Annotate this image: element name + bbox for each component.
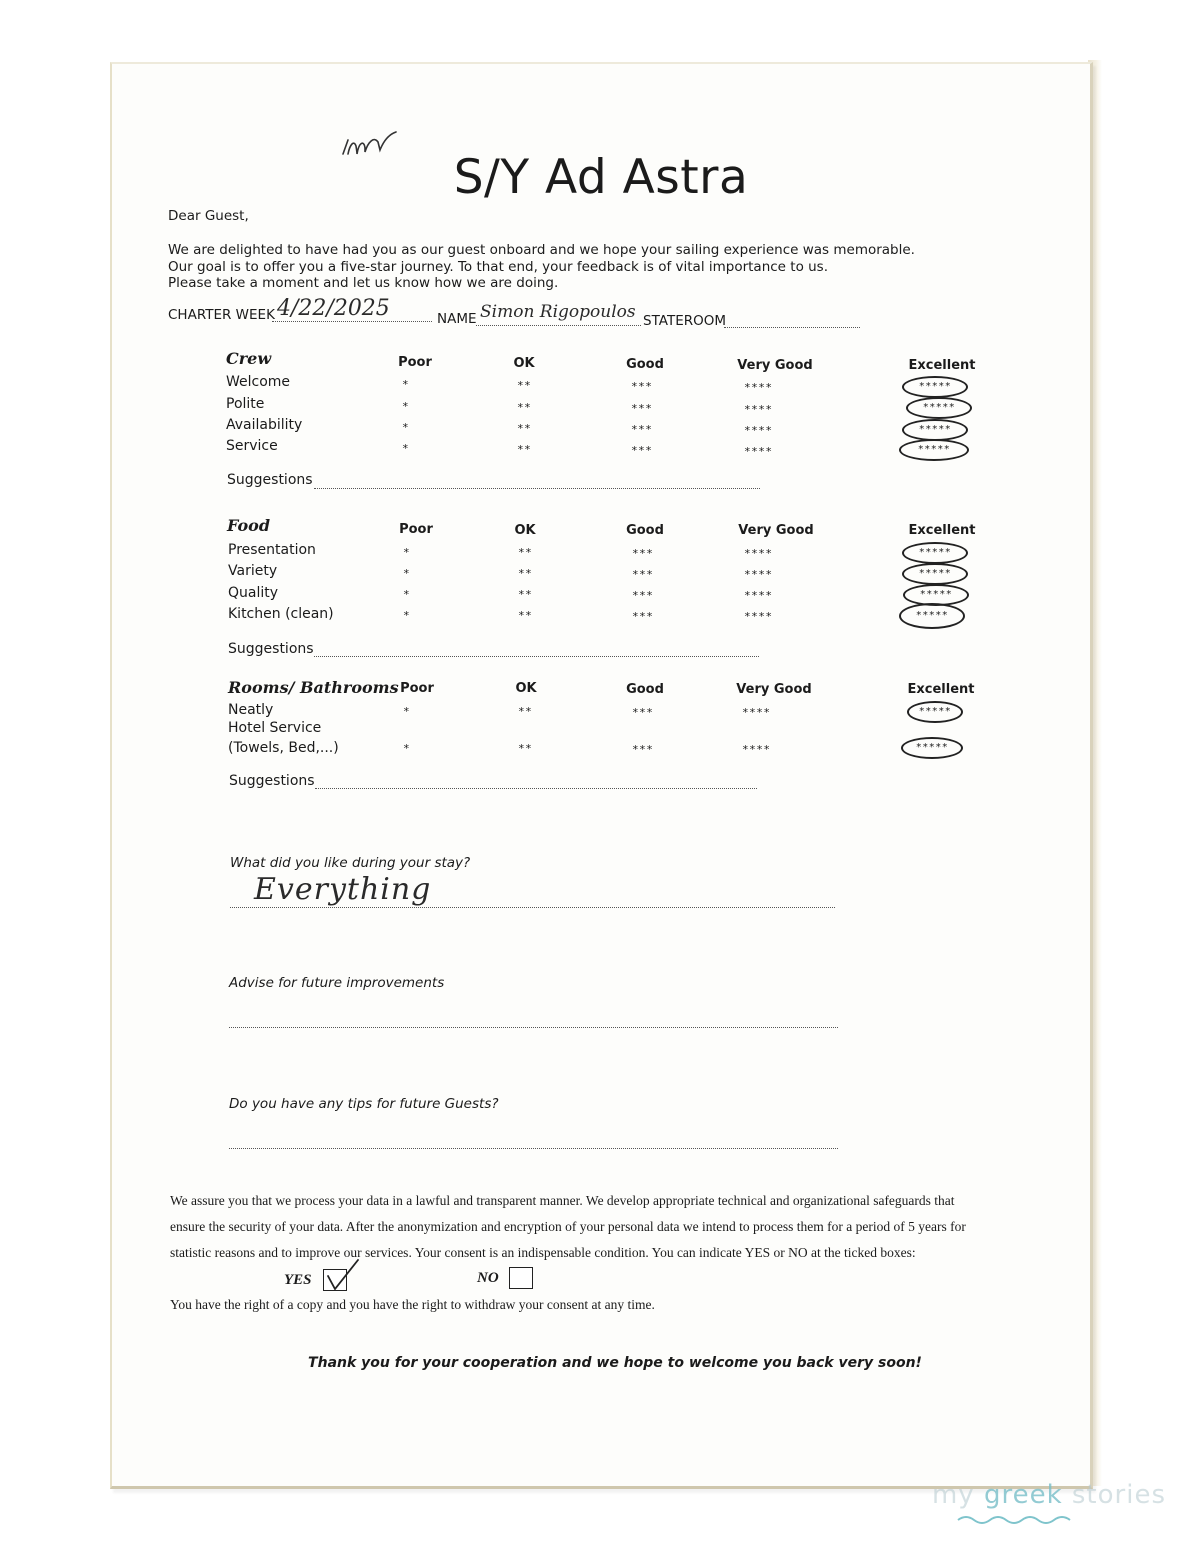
intro-line: We are delighted to have had you as our guest onboard and we hope your sailing experience was memorable. <box>168 242 915 258</box>
rating-good[interactable]: *** <box>632 743 654 756</box>
rating-good[interactable]: *** <box>632 610 654 623</box>
col-excellent: Excellent <box>908 523 976 538</box>
legal-line: statistic reasons and to improve our services. Your consent is an indispensable condition. You can indicate YES or NO at the ticked boxes: <box>170 1245 916 1260</box>
col-poor: Poor <box>400 681 434 696</box>
rating-very-good[interactable]: **** <box>744 568 773 581</box>
col-very-good: Very Good <box>737 358 813 373</box>
rooms-suggestions-field[interactable] <box>315 788 757 789</box>
rating-excellent-selected[interactable]: ***** <box>901 737 963 759</box>
watermark-main: greek <box>983 1480 1063 1510</box>
intro-line: Please take a moment and let us know how we are doing. <box>168 275 559 291</box>
rating-poor[interactable]: * <box>402 421 410 434</box>
checkmark-icon <box>324 1258 364 1298</box>
rooms-item-hotel-service: Hotel Service <box>228 720 322 736</box>
col-ok: OK <box>514 523 536 538</box>
rooms-section-title: Rooms/ Bathrooms <box>228 678 399 697</box>
rooms-suggestions-label: Suggestions <box>229 773 315 789</box>
food-item-quality: Quality <box>228 585 279 601</box>
tips-question-label: Do you have any tips for future Guests? <box>229 1096 499 1112</box>
stateroom-label: STATEROOM <box>643 313 727 329</box>
rating-ok[interactable]: ** <box>517 379 532 392</box>
rating-very-good[interactable]: **** <box>744 381 773 394</box>
consent-no-label: NO <box>477 1270 499 1286</box>
rating-poor[interactable]: * <box>403 567 411 580</box>
col-poor: Poor <box>398 355 432 370</box>
form-title: S/Y Ad Astra <box>453 150 749 205</box>
name-field[interactable]: Simon Rigopoulos <box>480 302 636 322</box>
col-ok: OK <box>513 356 535 371</box>
col-good: Good <box>626 357 664 372</box>
rights-statement: You have the right of a copy and you have the right to withdraw your consent at any time. <box>170 1297 655 1312</box>
rooms-item-neatly: Neatly <box>228 702 274 718</box>
rating-poor[interactable]: * <box>403 546 411 559</box>
consent-yes-checkbox[interactable] <box>323 1269 347 1291</box>
intro-paragraph <box>168 242 915 292</box>
crew-section-title: Crew <box>226 349 272 368</box>
rating-good[interactable]: *** <box>632 547 654 560</box>
consent-no-checkbox[interactable] <box>509 1267 533 1289</box>
advise-question-label: Advise for future improvements <box>229 975 445 991</box>
wave-icon <box>956 1511 1076 1530</box>
crew-suggestions-label: Suggestions <box>227 472 313 488</box>
crew-item-availability: Availability <box>226 417 303 433</box>
rating-excellent-selected[interactable]: ***** <box>906 397 972 419</box>
rating-excellent-selected[interactable]: ***** <box>902 419 968 441</box>
name-label: NAME <box>437 311 477 327</box>
charter-week-label: CHARTER WEEK <box>168 307 275 323</box>
charter-week-field[interactable]: 4/22/2025 <box>277 296 390 321</box>
col-excellent: Excellent <box>908 358 976 373</box>
crew-item-welcome: Welcome <box>226 374 291 390</box>
rating-ok[interactable]: ** <box>518 742 533 755</box>
closing-message: Thank you for your cooperation and we hope to welcome you back very soon! <box>308 1355 922 1371</box>
salutation: Dear Guest, <box>168 208 249 224</box>
liked-answer-line <box>230 907 835 908</box>
col-good: Good <box>626 523 664 538</box>
rating-ok[interactable]: ** <box>517 422 532 435</box>
charter-week-line <box>272 321 432 322</box>
rating-excellent-selected[interactable]: ***** <box>903 584 969 606</box>
rating-good[interactable]: *** <box>632 706 654 719</box>
rating-ok[interactable]: ** <box>518 705 533 718</box>
rating-ok[interactable]: ** <box>517 443 532 456</box>
rooms-item-towels-bed: (Towels, Bed,...) <box>228 740 339 756</box>
rating-poor[interactable]: * <box>403 705 411 718</box>
rating-excellent-selected[interactable]: ***** <box>902 563 968 585</box>
food-suggestions-field[interactable] <box>314 656 759 657</box>
rating-good[interactable]: *** <box>631 444 653 457</box>
watermark-suffix: stories <box>1071 1480 1166 1510</box>
stateroom-field[interactable] <box>724 327 860 328</box>
crew-item-service: Service <box>226 438 278 454</box>
food-item-presentation: Presentation <box>228 542 316 558</box>
rating-very-good[interactable]: **** <box>744 445 773 458</box>
watermark-logo <box>932 1480 1166 1510</box>
rating-excellent-selected[interactable]: ***** <box>907 701 963 723</box>
food-item-kitchen: Kitchen (clean) <box>228 606 334 622</box>
rating-excellent-selected[interactable]: ***** <box>899 603 965 629</box>
rating-ok[interactable]: ** <box>517 401 532 414</box>
legal-line: We assure you that we process your data in a lawful and transparent manner. We develop appropriate technical and organizational safeguards that <box>170 1193 955 1208</box>
liked-answer-field[interactable]: Everything <box>254 872 432 907</box>
rating-good[interactable]: *** <box>632 589 654 602</box>
rating-very-good[interactable]: **** <box>742 706 771 719</box>
food-item-variety: Variety <box>228 563 278 579</box>
advise-answer-field[interactable] <box>229 1027 838 1028</box>
rating-good[interactable]: *** <box>631 423 653 436</box>
col-poor: Poor <box>399 522 433 537</box>
col-good: Good <box>626 682 664 697</box>
legal-line: ensure the security of your data. After the anonymization and encryption of your personal data we intend to process them for a period of 5 years for <box>170 1219 966 1234</box>
rating-very-good[interactable]: **** <box>744 547 773 560</box>
rating-very-good[interactable]: **** <box>742 743 771 756</box>
col-very-good: Very Good <box>738 523 814 538</box>
rating-very-good[interactable]: **** <box>744 403 773 416</box>
crew-item-polite: Polite <box>226 396 265 412</box>
liked-question-label: What did you like during your stay? <box>230 855 471 871</box>
rating-excellent-selected[interactable]: ***** <box>899 439 969 461</box>
tips-answer-field[interactable] <box>229 1148 838 1149</box>
rating-ok[interactable]: ** <box>518 546 533 559</box>
watermark-prefix: my <box>931 1480 975 1510</box>
rating-ok[interactable]: ** <box>518 567 533 580</box>
rating-poor[interactable]: * <box>402 400 410 413</box>
col-ok: OK <box>515 681 537 696</box>
rating-good[interactable]: *** <box>632 568 654 581</box>
rating-good[interactable]: *** <box>631 402 653 415</box>
col-very-good: Very Good <box>736 682 812 697</box>
consent-yes-label: YES <box>284 1272 312 1288</box>
rating-poor[interactable]: * <box>402 378 410 391</box>
rating-excellent-selected[interactable]: ***** <box>902 542 968 564</box>
rating-poor[interactable]: * <box>402 442 410 455</box>
rating-ok[interactable]: ** <box>518 588 533 601</box>
rating-ok[interactable]: ** <box>518 609 533 622</box>
crew-suggestions-field[interactable] <box>314 488 760 489</box>
rating-excellent-selected[interactable]: ***** <box>902 376 968 398</box>
intro-line: Our goal is to offer you a five-star journey. To that end, your feedback is of vital importance to us. <box>168 258 829 275</box>
food-suggestions-label: Suggestions <box>228 641 314 657</box>
rating-very-good[interactable]: **** <box>744 589 773 602</box>
rating-poor[interactable]: * <box>403 588 411 601</box>
data-consent-paragraph <box>170 1188 1040 1266</box>
rating-poor[interactable]: * <box>403 609 411 622</box>
col-excellent: Excellent <box>907 682 975 697</box>
rating-very-good[interactable]: **** <box>744 610 773 623</box>
name-line <box>476 325 641 326</box>
food-section-title: Food <box>227 516 271 535</box>
rating-poor[interactable]: * <box>403 742 411 755</box>
rating-very-good[interactable]: **** <box>744 424 773 437</box>
rating-good[interactable]: *** <box>631 380 653 393</box>
